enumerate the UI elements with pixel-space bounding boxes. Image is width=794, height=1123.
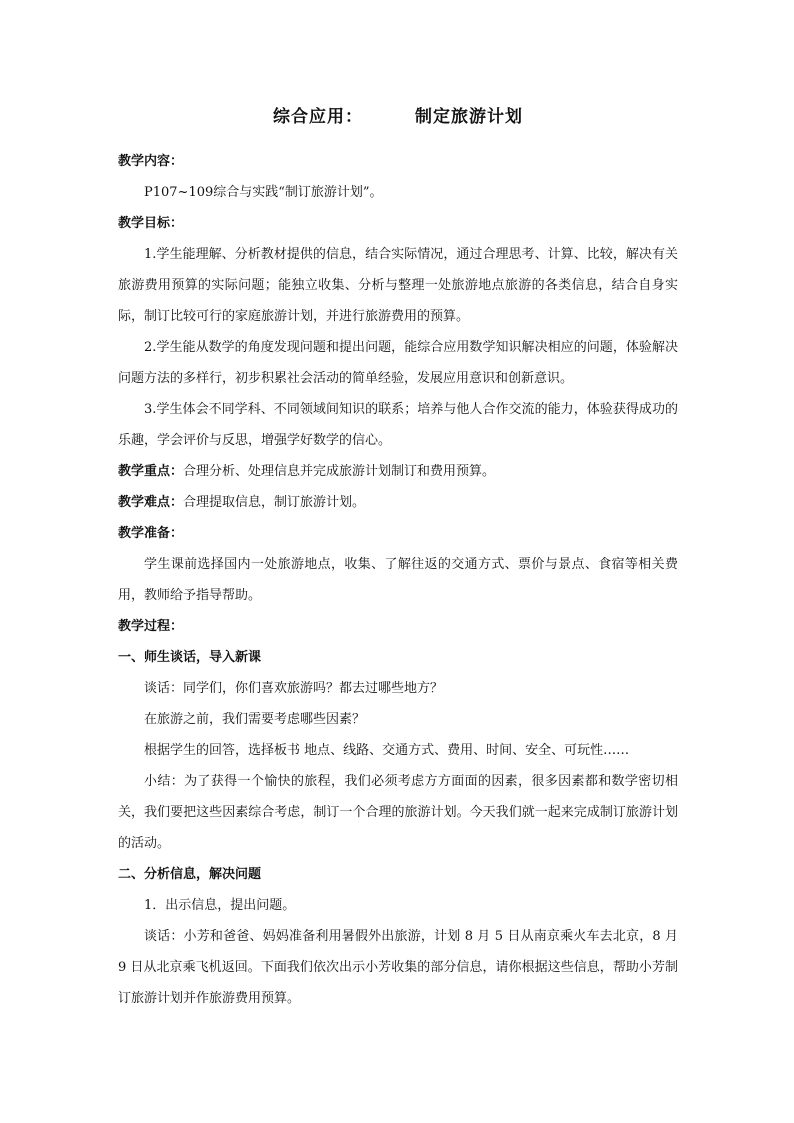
- process-heading: 教学过程：: [118, 619, 184, 634]
- content-text: P107~109综合与实践“制订旅游计划”。: [144, 185, 383, 200]
- objective-1: 1.学生能理解、分析教材提供的信息，结合实际情况，通过合理思考、计算、比较，解决有关旅游费用预算的实际问题；能独立收集、分析与整理一处旅游地点旅游的各类信息，结合自身实际，制订比较可行的家庭旅游计划，并进行旅游费用的预算。: [118, 247, 678, 324]
- section-1-paragraph-3: 根据学生的回答，选择板书 地点、线路、交通方式、费用、时间、安全、可玩性……: [144, 743, 630, 758]
- difficulty-line: [118, 487, 678, 518]
- section-1-paragraph-2: 在旅游之前，我们需要考虑哪些因素？: [144, 712, 366, 727]
- keypoint-text: 合理分析、处理信息并完成旅游计划制订和费用预算。: [183, 464, 496, 479]
- document-page: [118, 104, 678, 1014]
- section-1-paragraph-4: 小结：为了获得一个愉快的旅程，我们必须考虑方方面面的因素，很多因素都和数学密切相关，我们要把这些因素综合考虑，制订一个合理的旅游计划。今天我们就一起来完成制订旅游计划的活动。: [118, 774, 678, 851]
- preparation-heading: 教学准备：: [118, 526, 184, 541]
- objective-3: 3.学生体会不同学科、不同领域间知识的联系；培养与他人合作交流的能力，体验获得成功的乐趣，学会评价与反思，增强学好数学的信心。: [118, 402, 678, 448]
- difficulty-text: 合理提取信息，制订旅游计划。: [183, 495, 366, 510]
- objective-2: 2.学生能从数学的角度发现问题和提出问题，能综合应用数学知识解决相应的问题，体验解决问题方法的多样行，初步积累社会活动的简单经验，发展应用意识和创新意识。: [118, 340, 678, 386]
- preparation-text: 学生课前选择国内一处旅游地点，收集、了解往返的交通方式、票价与景点、食宿等相关费用，教师给予指导帮助。: [118, 557, 678, 603]
- objectives-heading: 教学目标：: [118, 216, 184, 231]
- title-part-1: 综合应用：: [273, 107, 363, 127]
- title-part-2: 制定旅游计划: [415, 107, 523, 127]
- section-1-heading: 一、师生谈话，导入新课: [118, 650, 262, 665]
- section-2-paragraph-2: 谈话：小芳和爸爸、妈妈准备利用暑假外出旅游，计划 8 月 5 日从南京乘火车去北京，8 月 9 日从北京乘飞机返回。下面我们依次出示小芳收集的部分信息，请你根据这些信息，帮助小芳制订旅游计划并作旅游费用预算。: [118, 929, 678, 1006]
- difficulty-label: 教学难点：: [118, 495, 184, 510]
- content-heading: 教学内容：: [118, 154, 184, 169]
- document-title: [118, 104, 678, 130]
- keypoint-label: 教学重点：: [118, 464, 184, 479]
- section-2-paragraph-1: 1．出示信息，提出问题。: [144, 898, 296, 913]
- section-1-paragraph-1: 谈话：同学们，你们喜欢旅游吗？都去过哪些地方？: [144, 681, 444, 696]
- section-2-heading: 二、分析信息，解决问题: [118, 867, 262, 882]
- keypoint-line: [118, 456, 678, 487]
